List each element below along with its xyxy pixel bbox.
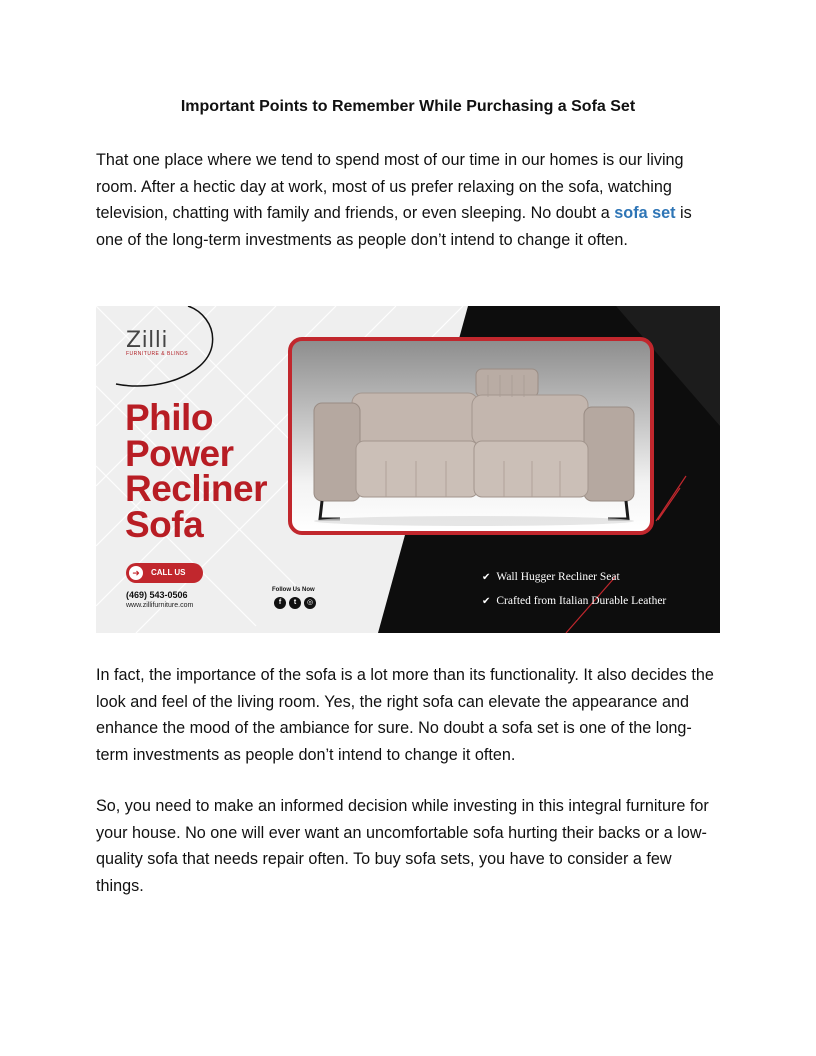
product-line-1: Philo [125,397,213,438]
twitter-icon[interactable]: t [289,597,301,609]
call-us-label: CALL US [151,568,186,577]
checkmark-icon: ✔ [482,595,491,607]
body-paragraph-2: In fact, the importance of the sofa is a lot more than its functionality. It also decides the look and feel of the living room. Yes, the right sofa can elevate the appearance and enhance the mood of the ambiance for sure. No doubt a sofa set is one of the long-term investments as people don’t intend to change it often. [96,666,714,764]
follow-us-label: Follow Us Now [272,587,315,593]
body-paragraph-3: So, you need to make an informed decision while investing in this integral furniture for your house. No one will ever want an uncomfortable sofa hurting their backs or a low-quality sofa that needs repair often. To buy sofa sets, you have to consider a few things. [96,797,709,895]
feature-item [482,595,666,607]
checkmark-icon: ✔ [482,571,491,583]
sofa-set-link[interactable]: sofa set [614,204,676,222]
feature-list [482,571,666,619]
feature-text: Crafted from Italian Durable Leather [496,595,667,607]
instagram-icon[interactable]: ◎ [304,597,316,609]
intro-text-after-link: is one of the long-term investments as people don’t intend to change it often. [96,204,692,249]
intro-paragraph [96,147,720,253]
call-us-button[interactable] [126,563,203,583]
logo-subtitle: FURNITURE & BLINDS [126,351,189,357]
page-title: Important Points to Remember While Purchasing a Sofa Set [180,98,636,115]
product-line-2: Power [125,432,234,474]
website-url: www.zillifurniture.com [126,602,194,609]
sofa-illustration [292,341,650,531]
arrow-icon: ➜ [129,566,143,580]
feature-item [482,571,666,583]
social-icons [274,597,316,609]
product-line-4: Sofa [125,503,204,545]
sofa-photo-frame [288,337,654,535]
feature-text: Wall Hugger Recliner Seat [496,571,620,583]
logo-wordmark: Zilli [126,328,169,353]
phone-number: (469) 543-0506 [126,590,188,600]
product-banner-image [96,306,720,633]
facebook-icon[interactable]: f [274,597,286,609]
product-name [125,397,268,545]
intro-text-before-link: That one place where we tend to spend most of our time in our homes is our living room. After a hectic day at work, most of us prefer relaxing on the sofa, watching television, chatting with family and friends, or even sleeping. No doubt a [96,151,684,222]
product-line-3: Recliner [125,468,268,509]
zilli-logo [126,328,188,357]
